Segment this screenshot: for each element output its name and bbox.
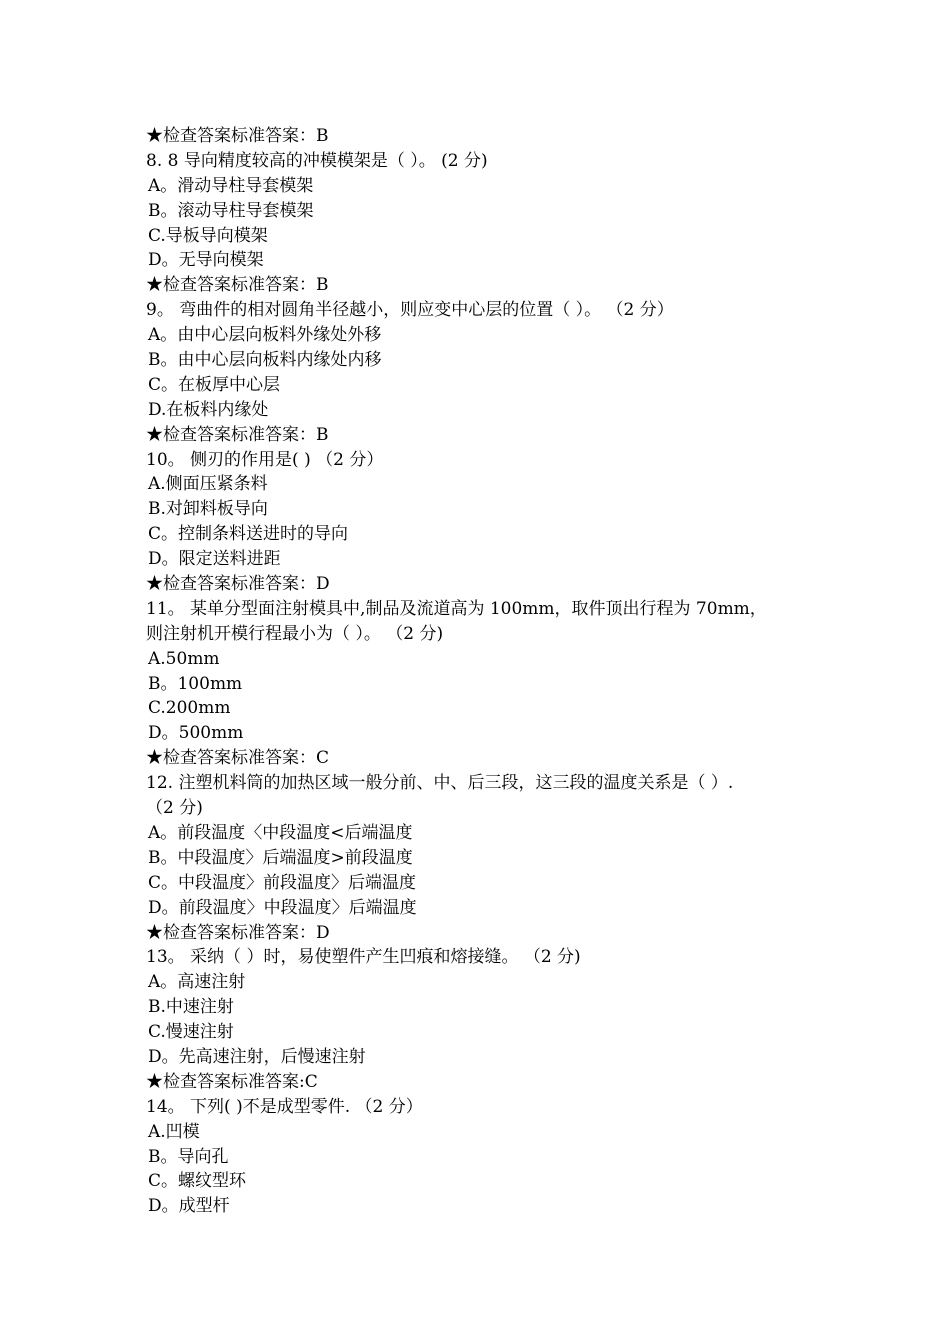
option-b: B。100mm [148, 673, 243, 694]
option-b: B。由中心层向板料内缘处内移 [148, 350, 382, 371]
option-c: C。中段温度〉前段温度〉后端温度 [148, 872, 417, 893]
option-c: C。在板厚中心层 [148, 374, 281, 395]
option-d: D。无导向模架 [148, 250, 264, 271]
option-d: D。先高速注射，后慢速注射 [148, 1046, 366, 1067]
question-12: 12. 注塑机料筒的加热区域一般分前、中、后三段，这三段的温度关系是（ ）. [146, 773, 734, 794]
option-a: A.侧面压紧条料 [148, 474, 268, 495]
option-a: A。滑动导柱导套模架 [148, 175, 314, 196]
option-d: D。前段温度〉中段温度〉后端温度 [148, 897, 417, 918]
option-d: D。成型杆 [148, 1196, 230, 1217]
question-9: 9。 弯曲件的相对圆角半径越小，则应变中心层的位置（ ）。 （2 分） [146, 300, 674, 321]
option-b: B。中段温度〉后端温度>前段温度 [148, 847, 413, 868]
option-a: A.凹模 [148, 1121, 200, 1142]
option-c: C。螺纹型环 [148, 1171, 247, 1192]
answer-line: ★检查答案标准答案：B [146, 126, 329, 146]
answer-line: ★检查答案标准答案：D [146, 922, 330, 943]
answer-line: ★检查答案标准答案:C [146, 1071, 318, 1092]
question-13: 13。 采纳（ ）时，易使塑件产生凹痕和熔接缝。 （2 分) [146, 947, 581, 968]
question-14: 14。 下列( )不是成型零件. （2 分） [146, 1096, 423, 1117]
option-b: B。滚动导柱导套模架 [148, 200, 314, 221]
option-b: B.中速注射 [148, 997, 234, 1018]
answer-line: ★检查答案标准答案：C [146, 748, 330, 769]
option-c: C.导板导向模架 [148, 225, 268, 246]
option-a: A。前段温度〈中段温度<后端温度 [148, 822, 413, 843]
option-c: C.慢速注射 [148, 1022, 234, 1043]
question-11-cont: 则注射机开模行程最小为（ ）。 （2 分) [146, 623, 444, 644]
question-12-cont: （2 分) [146, 798, 203, 819]
question-11: 11。 某单分型面注射模具中,制品及流道高为 100mm，取件顶出行程为 70mm， [146, 598, 767, 619]
answer-line: ★检查答案标准答案：D [146, 574, 330, 595]
option-c: C.200mm [148, 698, 231, 719]
option-b: B。导向孔 [148, 1146, 229, 1167]
option-d: D。500mm [148, 723, 244, 744]
option-a: A.50mm [148, 648, 220, 669]
question-8: 8. 8 导向精度较高的冲模模架是（ ）。 (2 分) [146, 150, 488, 171]
option-d: D.在板料内缘处 [148, 399, 269, 420]
answer-line: ★检查答案标准答案：B [146, 424, 329, 445]
option-d: D。限定送料进距 [148, 549, 281, 570]
question-10: 10。 侧刃的作用是( ) （2 分） [146, 449, 384, 470]
option-c: C。控制条料送进时的导向 [148, 524, 349, 545]
option-a: A。高速注射 [148, 972, 246, 993]
option-a: A。由中心层向板料外缘处外移 [148, 325, 382, 346]
document-page [146, 124, 826, 1219]
option-b: B.对卸料板导向 [148, 499, 268, 520]
answer-line: ★检查答案标准答案：B [146, 275, 329, 296]
